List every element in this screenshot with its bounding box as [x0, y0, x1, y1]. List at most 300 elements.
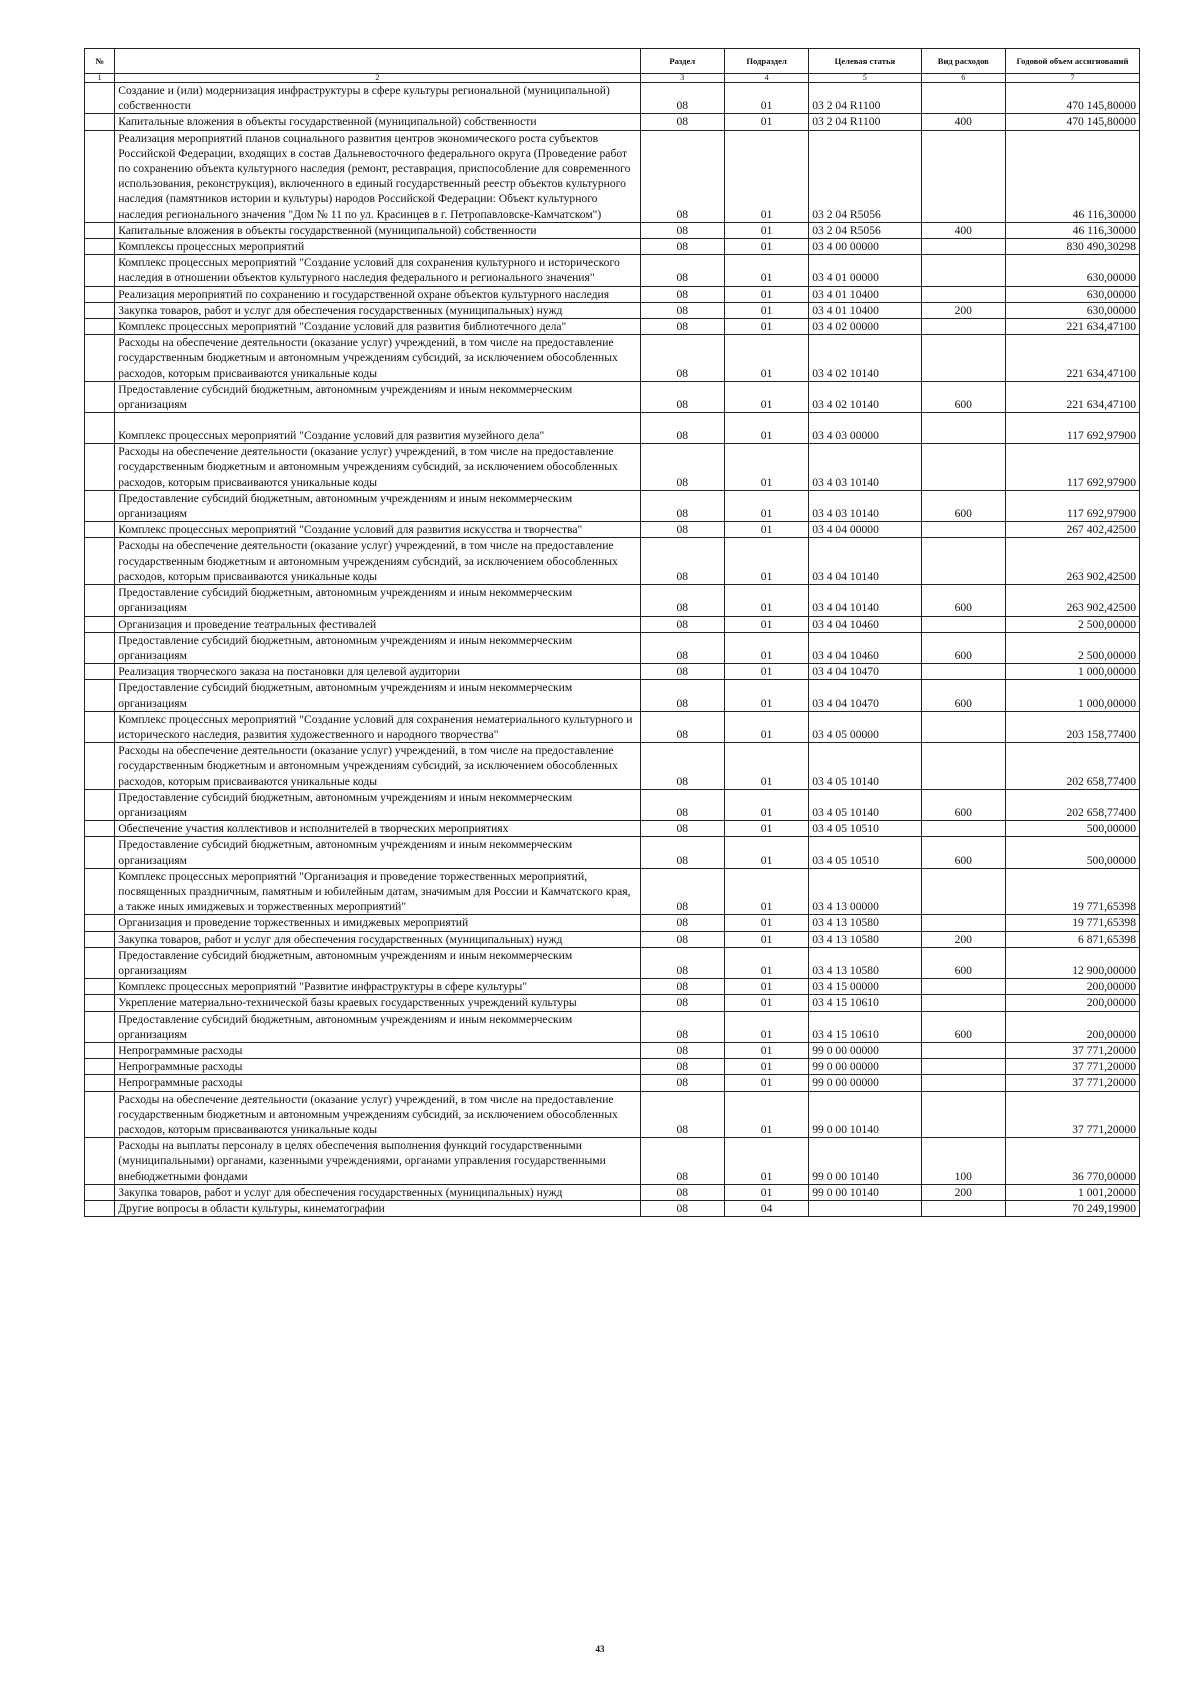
row-name-cell: Реализация творческого заказа на постановки для целевой аудитории: [115, 664, 640, 680]
row-section-cell: 08: [640, 1042, 724, 1058]
row-number-cell: [85, 947, 115, 978]
row-number-cell: [85, 585, 115, 616]
row-subsection-cell: 01: [724, 1042, 808, 1058]
row-name-cell: Закупка товаров, работ и услуг для обеспечения государственных (муниципальных) нужд: [115, 302, 640, 318]
row-number-cell: [85, 444, 115, 491]
row-subsection-cell: 01: [724, 490, 808, 521]
row-expense-cell: [921, 319, 1005, 335]
table-row: [85, 1042, 1140, 1058]
row-subsection-cell: 01: [724, 319, 808, 335]
table-row: [85, 931, 1140, 947]
row-section-cell: 08: [640, 632, 724, 663]
row-expense-cell: 100: [921, 1138, 1005, 1185]
row-target-cell: 99 0 00 00000: [809, 1059, 921, 1075]
row-target-cell: 03 4 02 10140: [809, 335, 921, 382]
row-amount-cell: 263 902,42500: [1005, 585, 1139, 616]
row-amount-cell: 6 871,65398: [1005, 931, 1139, 947]
row-amount-cell: 46 116,30000: [1005, 130, 1139, 222]
row-section-cell: 08: [640, 255, 724, 286]
row-expense-cell: [921, 664, 1005, 680]
row-target-cell: 03 4 01 10400: [809, 286, 921, 302]
row-number-cell: [85, 381, 115, 412]
row-amount-cell: 117 692,97900: [1005, 490, 1139, 521]
table-row: [85, 1059, 1140, 1075]
row-amount-cell: 263 902,42500: [1005, 538, 1139, 585]
row-target-cell: 03 4 00 00000: [809, 239, 921, 255]
row-number-cell: [85, 1011, 115, 1042]
row-number-cell: [85, 239, 115, 255]
row-subsection-cell: 01: [724, 821, 808, 837]
row-expense-cell: [921, 1091, 1005, 1138]
row-section-cell: 08: [640, 680, 724, 711]
table-row: [85, 711, 1140, 742]
row-section-cell: 08: [640, 319, 724, 335]
row-section-cell: 08: [640, 664, 724, 680]
row-section-cell: 08: [640, 1184, 724, 1200]
row-number-cell: [85, 979, 115, 995]
row-subsection-cell: 01: [724, 302, 808, 318]
row-name-cell: Закупка товаров, работ и услуг для обеспечения государственных (муниципальных) нужд: [115, 1184, 640, 1200]
row-number-cell: [85, 1138, 115, 1185]
row-name-cell: Расходы на обеспечение деятельности (оказание услуг) учреждений, в том числе на предоставление государственным бюджетным и автономным учреждениям субсидий, за исключением обособленных расходов, которым присваиваются уникальные коды: [115, 335, 640, 382]
row-subsection-cell: 01: [724, 381, 808, 412]
row-subsection-cell: 01: [724, 632, 808, 663]
row-target-cell: 03 4 13 00000: [809, 868, 921, 915]
row-expense-cell: [921, 239, 1005, 255]
row-expense-cell: [921, 1042, 1005, 1058]
row-name-cell: Расходы на обеспечение деятельности (оказание услуг) учреждений, в том числе на предоставление государственным бюджетным и автономным учреждениям субсидий, за исключением обособленных расходов, которым присваиваются уникальные коды: [115, 1091, 640, 1138]
row-number-cell: [85, 1042, 115, 1058]
row-expense-cell: [921, 1075, 1005, 1091]
row-section-cell: 08: [640, 821, 724, 837]
row-section-cell: 08: [640, 130, 724, 222]
row-target-cell: 03 4 03 00000: [809, 413, 921, 444]
row-subsection-cell: 01: [724, 680, 808, 711]
row-target-cell: 03 4 05 10510: [809, 837, 921, 868]
table-body: [85, 83, 1140, 1217]
table-row: [85, 490, 1140, 521]
row-subsection-cell: 01: [724, 413, 808, 444]
col-subsection-header: Подраздел: [724, 49, 808, 74]
col-no-header: №: [85, 49, 115, 74]
row-number-cell: [85, 821, 115, 837]
row-section-cell: 08: [640, 837, 724, 868]
row-number-cell: [85, 413, 115, 444]
row-name-cell: Предоставление субсидий бюджетным, автономным учреждениям и иным некоммерческим организациям: [115, 632, 640, 663]
row-subsection-cell: 01: [724, 837, 808, 868]
table-row: [85, 915, 1140, 931]
row-number-cell: [85, 222, 115, 238]
row-subsection-cell: 01: [724, 522, 808, 538]
row-section-cell: 08: [640, 868, 724, 915]
row-name-cell: Непрограммные расходы: [115, 1059, 640, 1075]
row-amount-cell: 37 771,20000: [1005, 1059, 1139, 1075]
row-name-cell: Расходы на обеспечение деятельности (оказание услуг) учреждений, в том числе на предоставление государственным бюджетным и автономным учреждениям субсидий, за исключением обособленных расходов, которым присваиваются уникальные коды: [115, 444, 640, 491]
row-expense-cell: 600: [921, 490, 1005, 521]
row-target-cell: 99 0 00 10140: [809, 1184, 921, 1200]
table-row: [85, 1201, 1140, 1217]
row-amount-cell: 200,00000: [1005, 979, 1139, 995]
col-number-7: 7: [1005, 74, 1139, 83]
row-amount-cell: 117 692,97900: [1005, 413, 1139, 444]
col-number-1: 1: [85, 74, 115, 83]
row-target-cell: 03 4 04 10470: [809, 680, 921, 711]
row-target-cell: 03 4 05 10510: [809, 821, 921, 837]
row-subsection-cell: 01: [724, 1091, 808, 1138]
row-subsection-cell: 01: [724, 789, 808, 820]
row-subsection-cell: 01: [724, 868, 808, 915]
row-name-cell: Предоставление субсидий бюджетным, автономным учреждениям и иным некоммерческим организациям: [115, 789, 640, 820]
row-expense-cell: [921, 868, 1005, 915]
row-subsection-cell: 01: [724, 1059, 808, 1075]
row-name-cell: Комплекс процессных мероприятий "Создание условий для сохранения нематериального культурного и исторического наследия, развития художественного и народного творчества": [115, 711, 640, 742]
row-name-cell: Укрепление материально-технической базы краевых государственных учреждений культуры: [115, 995, 640, 1011]
col-target-header: Целевая статья: [809, 49, 921, 74]
row-expense-cell: [921, 979, 1005, 995]
row-name-cell: Расходы на выплаты персоналу в целях обеспечения выполнения функций государственными (муниципальными) органами, казенными учреждениями, органами управления государственными внебюджетными фондами: [115, 1138, 640, 1185]
row-name-cell: Капитальные вложения в объекты государственной (муниципальной) собственности: [115, 222, 640, 238]
row-expense-cell: 600: [921, 585, 1005, 616]
row-number-cell: [85, 114, 115, 130]
row-subsection-cell: 04: [724, 1201, 808, 1217]
table-row: [85, 1075, 1140, 1091]
row-name-cell: Комплекс процессных мероприятий "Создание условий для сохранения культурного и исторического наследия в отношении объектов культурного наследия федерального и регионального значения": [115, 255, 640, 286]
row-target-cell: 03 4 04 10460: [809, 616, 921, 632]
row-section-cell: 08: [640, 616, 724, 632]
row-name-cell: Комплекс процессных мероприятий "Организация и проведение торжественных мероприятий, посвященных праздничным, памятным и юбилейным датам, значимым для России и Камчатского края, а также иных имиджевых и торжественных мероприятий": [115, 868, 640, 915]
table-row: [85, 444, 1140, 491]
table-row: [85, 538, 1140, 585]
row-expense-cell: 600: [921, 789, 1005, 820]
row-amount-cell: 2 500,00000: [1005, 632, 1139, 663]
row-amount-cell: 2 500,00000: [1005, 616, 1139, 632]
row-section-cell: 08: [640, 1091, 724, 1138]
row-subsection-cell: 01: [724, 585, 808, 616]
row-amount-cell: 630,00000: [1005, 302, 1139, 318]
row-number-cell: [85, 789, 115, 820]
row-number-cell: [85, 868, 115, 915]
row-amount-cell: 19 771,65398: [1005, 868, 1139, 915]
row-number-cell: [85, 711, 115, 742]
table-row: [85, 222, 1140, 238]
row-number-cell: [85, 616, 115, 632]
row-name-cell: Закупка товаров, работ и услуг для обеспечения государственных (муниципальных) нужд: [115, 931, 640, 947]
row-amount-cell: 36 770,00000: [1005, 1138, 1139, 1185]
table-row: [85, 995, 1140, 1011]
row-target-cell: 03 4 15 10610: [809, 995, 921, 1011]
row-target-cell: 03 4 15 00000: [809, 979, 921, 995]
row-expense-cell: [921, 995, 1005, 1011]
row-expense-cell: [921, 1201, 1005, 1217]
row-amount-cell: 630,00000: [1005, 286, 1139, 302]
row-name-cell: Реализация мероприятий по сохранению и государственной охране объектов культурного наследия: [115, 286, 640, 302]
row-number-cell: [85, 743, 115, 790]
row-section-cell: 08: [640, 585, 724, 616]
row-target-cell: 03 4 01 10400: [809, 302, 921, 318]
row-section-cell: 08: [640, 1138, 724, 1185]
table-row: [85, 413, 1140, 444]
row-section-cell: 08: [640, 222, 724, 238]
row-name-cell: Организация и проведение торжественных и имиджевых мероприятий: [115, 915, 640, 931]
row-target-cell: 03 4 02 00000: [809, 319, 921, 335]
column-number-row: [85, 74, 1140, 83]
row-subsection-cell: 01: [724, 664, 808, 680]
row-target-cell: 99 0 00 10140: [809, 1091, 921, 1138]
table-row: [85, 114, 1140, 130]
row-name-cell: Предоставление субсидий бюджетным, автономным учреждениям и иным некоммерческим организациям: [115, 490, 640, 521]
row-expense-cell: 400: [921, 222, 1005, 238]
row-name-cell: Обеспечение участия коллективов и исполнителей в творческих мероприятиях: [115, 821, 640, 837]
row-name-cell: Комплекс процессных мероприятий "Развитие инфраструктуры в сфере культуры": [115, 979, 640, 995]
row-section-cell: 08: [640, 114, 724, 130]
row-number-cell: [85, 1075, 115, 1091]
row-subsection-cell: 01: [724, 538, 808, 585]
row-subsection-cell: 01: [724, 130, 808, 222]
row-number-cell: [85, 335, 115, 382]
row-number-cell: [85, 995, 115, 1011]
row-target-cell: 03 4 13 10580: [809, 931, 921, 947]
row-section-cell: 08: [640, 1201, 724, 1217]
row-amount-cell: 202 658,77400: [1005, 743, 1139, 790]
row-number-cell: [85, 286, 115, 302]
row-number-cell: [85, 255, 115, 286]
row-amount-cell: 267 402,42500: [1005, 522, 1139, 538]
row-target-cell: 03 4 13 10580: [809, 915, 921, 931]
row-expense-cell: [921, 413, 1005, 444]
row-expense-cell: [921, 522, 1005, 538]
row-amount-cell: 221 634,47100: [1005, 335, 1139, 382]
table-row: [85, 286, 1140, 302]
row-section-cell: 08: [640, 538, 724, 585]
row-subsection-cell: 01: [724, 239, 808, 255]
row-target-cell: 03 4 04 10140: [809, 538, 921, 585]
row-section-cell: 08: [640, 302, 724, 318]
col-amount-header: Годовой объем ассигнований: [1005, 49, 1139, 74]
row-section-cell: 08: [640, 931, 724, 947]
row-expense-cell: 400: [921, 114, 1005, 130]
col-name-header: [115, 49, 640, 74]
col-number-2: 2: [115, 74, 640, 83]
row-number-cell: [85, 319, 115, 335]
row-name-cell: Непрограммные расходы: [115, 1075, 640, 1091]
row-amount-cell: 221 634,47100: [1005, 319, 1139, 335]
row-target-cell: 03 4 15 10610: [809, 1011, 921, 1042]
row-number-cell: [85, 302, 115, 318]
row-name-cell: Комплексы процессных мероприятий: [115, 239, 640, 255]
table-row: [85, 302, 1140, 318]
row-expense-cell: 600: [921, 947, 1005, 978]
table-row: [85, 1184, 1140, 1200]
table-row: [85, 789, 1140, 820]
row-number-cell: [85, 1059, 115, 1075]
row-expense-cell: 600: [921, 837, 1005, 868]
row-target-cell: 03 4 13 10580: [809, 947, 921, 978]
row-amount-cell: 470 145,80000: [1005, 83, 1139, 114]
table-row: [85, 743, 1140, 790]
row-section-cell: 08: [640, 1075, 724, 1091]
table-row: [85, 239, 1140, 255]
row-expense-cell: [921, 711, 1005, 742]
row-amount-cell: 470 145,80000: [1005, 114, 1139, 130]
row-name-cell: Предоставление субсидий бюджетным, автономным учреждениям и иным некоммерческим организациям: [115, 680, 640, 711]
row-expense-cell: [921, 286, 1005, 302]
table-row: [85, 130, 1140, 222]
row-amount-cell: 46 116,30000: [1005, 222, 1139, 238]
row-target-cell: 03 2 04 R5056: [809, 130, 921, 222]
row-subsection-cell: 01: [724, 711, 808, 742]
row-amount-cell: 70 249,19900: [1005, 1201, 1139, 1217]
row-section-cell: 08: [640, 335, 724, 382]
table-row: [85, 83, 1140, 114]
row-amount-cell: 19 771,65398: [1005, 915, 1139, 931]
row-section-cell: 08: [640, 711, 724, 742]
row-expense-cell: [921, 130, 1005, 222]
row-subsection-cell: 01: [724, 1138, 808, 1185]
row-subsection-cell: 01: [724, 616, 808, 632]
row-expense-cell: [921, 83, 1005, 114]
table-row: [85, 381, 1140, 412]
row-name-cell: Капитальные вложения в объекты государственной (муниципальной) собственности: [115, 114, 640, 130]
row-amount-cell: 500,00000: [1005, 837, 1139, 868]
table-row: [85, 616, 1140, 632]
table-row: [85, 585, 1140, 616]
row-section-cell: 08: [640, 381, 724, 412]
row-target-cell: 03 4 05 00000: [809, 711, 921, 742]
row-number-cell: [85, 1091, 115, 1138]
row-amount-cell: 630,00000: [1005, 255, 1139, 286]
row-section-cell: 08: [640, 995, 724, 1011]
table-row: [85, 979, 1140, 995]
row-section-cell: 08: [640, 1011, 724, 1042]
row-section-cell: 08: [640, 286, 724, 302]
row-name-cell: Создание и (или) модернизация инфраструктуры в сфере культуры региональной (муниципальной) собственности: [115, 83, 640, 114]
row-amount-cell: 200,00000: [1005, 995, 1139, 1011]
table-row: [85, 522, 1140, 538]
row-expense-cell: [921, 255, 1005, 286]
row-amount-cell: 1 000,00000: [1005, 664, 1139, 680]
row-name-cell: Предоставление субсидий бюджетным, автономным учреждениям и иным некоммерческим организациям: [115, 1011, 640, 1042]
col-number-6: 6: [921, 74, 1005, 83]
row-name-cell: Расходы на обеспечение деятельности (оказание услуг) учреждений, в том числе на предоставление государственным бюджетным и автономным учреждениям субсидий, за исключением обособленных расходов, которым присваиваются уникальные коды: [115, 743, 640, 790]
row-subsection-cell: 01: [724, 743, 808, 790]
row-target-cell: 03 4 02 10140: [809, 381, 921, 412]
row-subsection-cell: 01: [724, 915, 808, 931]
row-target-cell: 03 2 04 R5056: [809, 222, 921, 238]
page-number: 43: [595, 1644, 605, 1654]
row-expense-cell: [921, 821, 1005, 837]
table-row: [85, 680, 1140, 711]
row-amount-cell: 12 900,00000: [1005, 947, 1139, 978]
row-expense-cell: 200: [921, 302, 1005, 318]
table-row: [85, 255, 1140, 286]
row-target-cell: 99 0 00 00000: [809, 1075, 921, 1091]
row-number-cell: [85, 522, 115, 538]
row-target-cell: 03 4 03 10140: [809, 444, 921, 491]
row-target-cell: 03 4 04 10140: [809, 585, 921, 616]
col-number-4: 4: [724, 74, 808, 83]
row-subsection-cell: 01: [724, 286, 808, 302]
table-row: [85, 868, 1140, 915]
row-target-cell: [809, 1201, 921, 1217]
row-amount-cell: 37 771,20000: [1005, 1091, 1139, 1138]
row-number-cell: [85, 538, 115, 585]
row-section-cell: 08: [640, 490, 724, 521]
row-section-cell: 08: [640, 444, 724, 491]
row-name-cell: Комплекс процессных мероприятий "Создание условий для развития музейного дела": [115, 413, 640, 444]
header-row: [85, 49, 1140, 74]
row-section-cell: 08: [640, 239, 724, 255]
row-subsection-cell: 01: [724, 335, 808, 382]
table-row: [85, 1138, 1140, 1185]
row-section-cell: 08: [640, 947, 724, 978]
row-target-cell: 03 4 03 10140: [809, 490, 921, 521]
table-row: [85, 664, 1140, 680]
row-expense-cell: [921, 538, 1005, 585]
document-page: [84, 48, 1140, 1217]
row-number-cell: [85, 83, 115, 114]
row-name-cell: Предоставление субсидий бюджетным, автономным учреждениям и иным некоммерческим организациям: [115, 947, 640, 978]
row-subsection-cell: 01: [724, 995, 808, 1011]
row-target-cell: 03 4 04 10460: [809, 632, 921, 663]
row-section-cell: 08: [640, 413, 724, 444]
row-section-cell: 08: [640, 1059, 724, 1075]
row-section-cell: 08: [640, 743, 724, 790]
row-target-cell: 03 4 05 10140: [809, 789, 921, 820]
row-amount-cell: 202 658,77400: [1005, 789, 1139, 820]
row-number-cell: [85, 664, 115, 680]
row-target-cell: 03 2 04 R1100: [809, 114, 921, 130]
row-target-cell: 03 4 05 10140: [809, 743, 921, 790]
row-expense-cell: [921, 444, 1005, 491]
row-number-cell: [85, 915, 115, 931]
row-target-cell: 99 0 00 10140: [809, 1138, 921, 1185]
row-subsection-cell: 01: [724, 947, 808, 978]
row-expense-cell: 200: [921, 1184, 1005, 1200]
row-name-cell: Реализация мероприятий планов социального развития центров экономического роста субъектов Российской Федерации, входящих в состав Дальневосточного федерального округа (Проведение работ по сохранению объекта культурного наследия (ремонт, реставрация, приспособление для современного использования, реконструкция), включенного в единый государственный реестр объектов культурного наследия (памятников истории и культуры) народов Российской Федерации: Объект культурного наследия регионального значения "Дом № 11 по ул. Красинцев в г. Петропавловске-Камчатском"): [115, 130, 640, 222]
row-amount-cell: 830 490,30298: [1005, 239, 1139, 255]
row-name-cell: Организация и проведение театральных фестивалей: [115, 616, 640, 632]
row-name-cell: Комплекс процессных мероприятий "Создание условий для развития искусства и творчества": [115, 522, 640, 538]
row-target-cell: 99 0 00 00000: [809, 1042, 921, 1058]
col-number-5: 5: [809, 74, 921, 83]
row-subsection-cell: 01: [724, 1011, 808, 1042]
row-expense-cell: [921, 1059, 1005, 1075]
row-amount-cell: 200,00000: [1005, 1011, 1139, 1042]
row-amount-cell: 500,00000: [1005, 821, 1139, 837]
row-subsection-cell: 01: [724, 444, 808, 491]
row-expense-cell: [921, 335, 1005, 382]
row-number-cell: [85, 680, 115, 711]
row-name-cell: Комплекс процессных мероприятий "Создание условий для развития библиотечного дела": [115, 319, 640, 335]
row-number-cell: [85, 1184, 115, 1200]
row-amount-cell: 221 634,47100: [1005, 381, 1139, 412]
col-number-3: 3: [640, 74, 724, 83]
table-row: [85, 1091, 1140, 1138]
row-number-cell: [85, 632, 115, 663]
row-amount-cell: 1 001,20000: [1005, 1184, 1139, 1200]
table-row: [85, 1011, 1140, 1042]
row-expense-cell: 600: [921, 1011, 1005, 1042]
row-expense-cell: 600: [921, 680, 1005, 711]
row-subsection-cell: 01: [724, 931, 808, 947]
row-expense-cell: 600: [921, 632, 1005, 663]
row-target-cell: 03 2 04 R1100: [809, 83, 921, 114]
row-amount-cell: 117 692,97900: [1005, 444, 1139, 491]
row-number-cell: [85, 490, 115, 521]
row-target-cell: 03 4 04 00000: [809, 522, 921, 538]
budget-table: [84, 48, 1140, 1217]
col-section-header: Раздел: [640, 49, 724, 74]
